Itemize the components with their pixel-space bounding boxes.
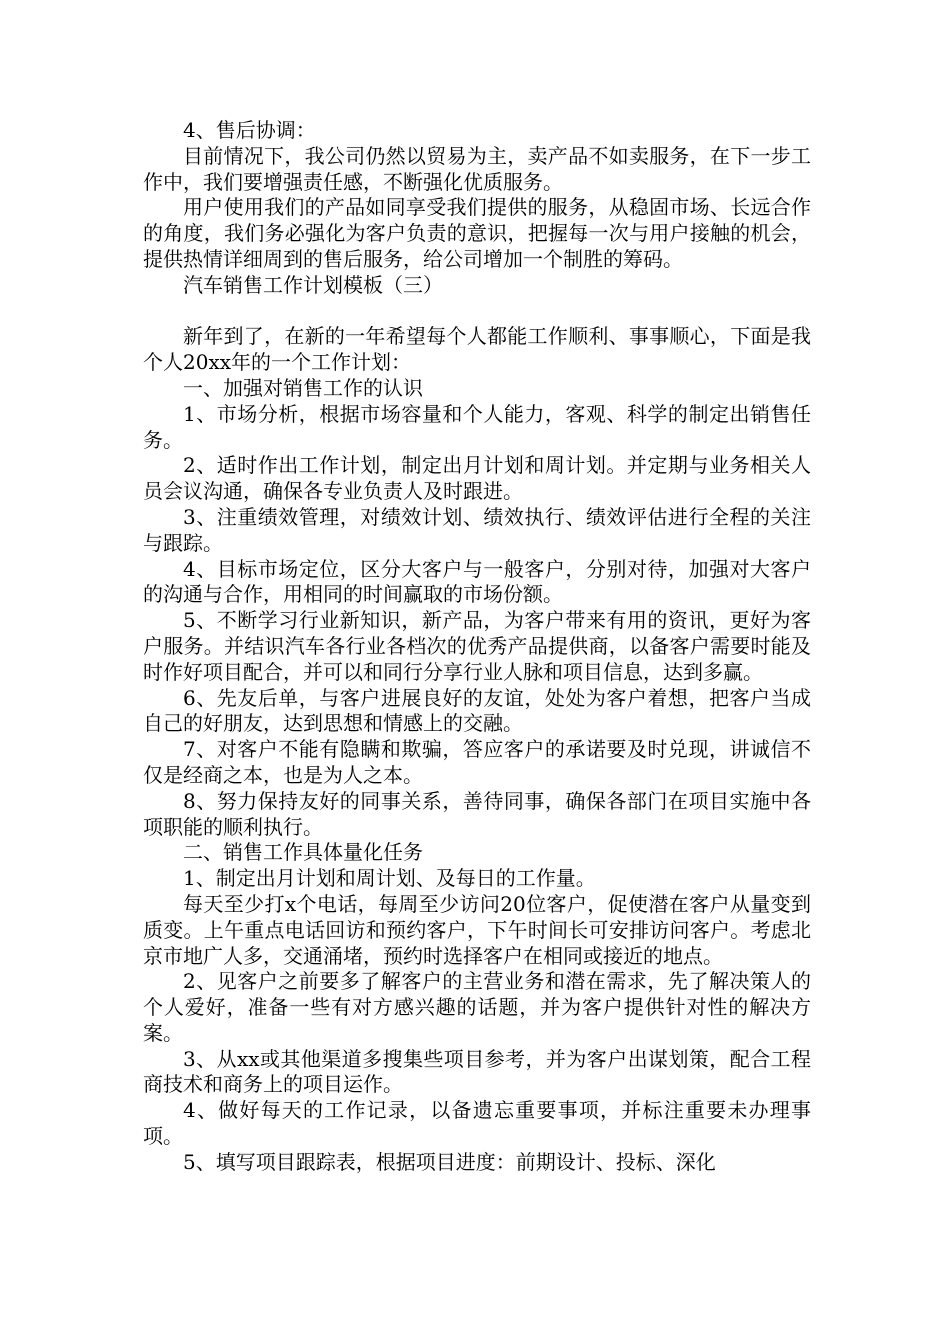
paragraph-12: 5、不断学习行业新知识，新产品，为客户带来有用的资讯，更好为客户服务。并结识汽车各行业各档次的优秀产品提供商，以备客户需要时能及时作好项目配合，并可以和同行分享行业人脉和项目信息，达到多赢。 [143, 608, 811, 684]
document-body [143, 118, 811, 1176]
heading-2: 二、销售工作具体量化任务 [183, 840, 423, 865]
paragraph-13: 6、先友后单，与客户进展良好的友谊，处处为客户着想，把客户当成自己的好朋友，达到思想和情感上的交融。 [143, 685, 811, 736]
paragraph-9: 2、适时作出工作计划，制定出月计划和周计划。并定期与业务相关人员会议沟通，确保各专业负责人及时跟进。 [143, 453, 811, 504]
heading-1: 一、加强对销售工作的认识 [183, 375, 423, 400]
paragraph-18: 每天至少打x个电话，每周至少访问20位客户，促使潜在客户从量变到质变。上午重点电话回访和预约客户，下午时间长可安排访问客户。考虑北京市地广人多，交通涌堵，预约时选择客户在相同或接近的地点。 [143, 891, 811, 968]
paragraph-22: 5、填写项目跟踪表，根据项目进度：前期设计、投标、深化 [183, 1149, 716, 1174]
paragraph-10: 3、注重绩效管理，对绩效计划、绩效执行、绩效评估进行全程的关注与跟踪。 [143, 504, 811, 555]
paragraph-8: 1、市场分析，根据市场容量和个人能力，客观、科学的制定出销售任务。 [143, 401, 811, 452]
paragraph-11: 4、目标市场定位，区分大客户与一般客户，分别对待，加强对大客户的沟通与合作，用相同的时间赢取的市场份额。 [143, 556, 811, 607]
section-title: 汽车销售工作计划模板（三） [183, 272, 443, 297]
paragraph-1: 4、售后协调： [183, 118, 316, 142]
paragraph-15: 8、努力保持友好的同事关系，善待同事，确保各部门在项目实施中各项职能的顺利执行。 [143, 788, 811, 839]
paragraph-14: 7、对客户不能有隐瞒和欺骗，答应客户的承诺要及时兑现，讲诚信不仅是经商之本，也是为人之本。 [143, 737, 811, 787]
paragraph-19: 2、见客户之前要多了解客户的主营业务和潜在需求，先了解决策人的个人爱好，准备一些有对方感兴趣的话题，并为客户提供针对性的解决方案。 [143, 969, 811, 1045]
paragraph-3: 用户使用我们的产品如同享受我们提供的服务，从稳固市场、长远合作的角度，我们务必强化为客户负责的意识，把握每一次与用户接触的机会，提供热情详细周到的售后服务，给公司增加一个制胜的筹码。 [143, 195, 811, 271]
blank-line [143, 299, 811, 325]
paragraph-2: 目前情况下，我公司仍然以贸易为主，卖产品不如卖服务，在下一步工作中，我们要增强责任感，不断强化优质服务。 [143, 143, 811, 194]
paragraph-21: 4、做好每天的工作记录，以备遗忘重要事项，并标注重要未办理事项。 [143, 1098, 811, 1149]
paragraph-6: 新年到了，在新的一年希望每个人都能工作顺利、事事顺心，下面是我个人20xx年的一个工作计划： [143, 324, 811, 375]
paragraph-20: 3、从xx或其他渠道多搜集些项目参考，并为客户出谋划策，配合工程商技术和商务上的项目运作。 [143, 1046, 811, 1097]
paragraph-17: 1、制定出月计划和周计划、及每日的工作量。 [183, 866, 596, 891]
